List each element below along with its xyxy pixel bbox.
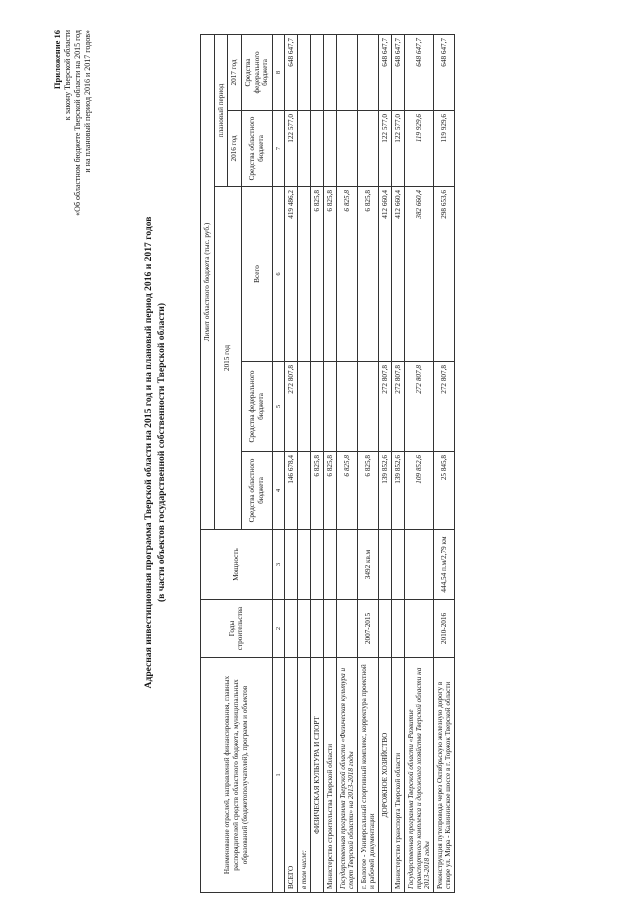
row-regional-2015: 139 852,6 (391, 452, 404, 530)
column-number: 3 (272, 530, 284, 600)
row-regional-2016 (336, 111, 357, 187)
row-federal-2017: 648 647,7 (433, 34, 454, 110)
row-capacity: 3492 кв.м (357, 530, 378, 600)
row-federal-2017 (336, 34, 357, 110)
row-regional-2016: 122 577,0 (284, 111, 297, 187)
row-capacity (284, 530, 297, 600)
budget-table (200, 34, 455, 893)
appendix-header (52, 30, 94, 216)
row-capacity (378, 530, 391, 600)
header-row (201, 34, 215, 892)
header-years: Годы строительства (201, 600, 273, 658)
row-name: ФИЗИЧЕСКАЯ КУЛЬТУРА И СПОРТ (310, 658, 323, 893)
row-regional-2016: 122 577,0 (378, 111, 391, 187)
row-capacity (391, 530, 404, 600)
row-name: Министерство строительства Тверской области (323, 658, 336, 893)
row-regional-2016 (310, 111, 323, 187)
row-regional-2015: 6 825,8 (323, 452, 336, 530)
header-plan: плановый период (214, 34, 228, 186)
row-years (323, 600, 336, 658)
row-federal-2017: 648 647,7 (404, 34, 433, 110)
row-federal-2015: 272 807,8 (404, 362, 433, 452)
row-years (336, 600, 357, 658)
row-capacity (323, 530, 336, 600)
row-total-2015: 298 653,6 (433, 187, 454, 362)
row-name: г. Бологое - Универсальный спортивный комплекс, корректура проектной и рабочей документации (357, 658, 378, 893)
column-number: 4 (272, 452, 284, 530)
table-row-object (433, 34, 454, 892)
row-years (297, 600, 310, 658)
row-years (378, 600, 391, 658)
row-federal-2017 (323, 34, 336, 110)
header-federal-2017: Средства федерального бюджета (241, 34, 272, 110)
row-regional-2015: 146 678,4 (284, 452, 297, 530)
table-row-object (357, 34, 378, 892)
row-federal-2017: 648 647,7 (284, 34, 297, 110)
row-regional-2016 (357, 111, 378, 187)
row-years (391, 600, 404, 658)
row-total-2015 (297, 187, 310, 362)
table-row-program (336, 34, 357, 892)
row-name: в том числе: (297, 658, 310, 893)
row-federal-2017: 648 647,7 (391, 34, 404, 110)
row-federal-2017 (310, 34, 323, 110)
row-name: Государственная программа Тверской области «Физическая культура и спорт Тверской области» на 2013-2018 годы (336, 658, 357, 893)
header-2015: 2015 год (214, 187, 241, 530)
row-years (310, 600, 323, 658)
row-federal-2015: 272 807,8 (433, 362, 454, 452)
row-total-2015: 382 660,4 (404, 187, 433, 362)
row-regional-2016 (297, 111, 310, 187)
row-federal-2017: 648 647,7 (378, 34, 391, 110)
table-row-total (284, 34, 297, 892)
table-row-ministry (323, 34, 336, 892)
row-federal-2015 (357, 362, 378, 452)
header-name: Наименование отраслей, направлений финансирования, главных распорядителей средств областного бюджета, муниципальных образований (бюджетополучателей), программ и объектов (201, 658, 273, 893)
appendix-line: «Об областном бюджете Тверской области на 2015 год (73, 30, 83, 216)
header-2017: 2017 год (228, 34, 242, 110)
appendix-line: к закону Тверской области (62, 30, 72, 121)
row-capacity (297, 530, 310, 600)
column-number: 7 (272, 111, 284, 187)
title-line: Адресная инвестиционная программа Тверской области на 2015 год и на плановый период 2016 и 2017 годов (143, 216, 154, 689)
table-row (297, 34, 310, 892)
row-regional-2015: 6 825,8 (310, 452, 323, 530)
row-name: Реконструкция путепровода через Октябрьскую железную дорогу в створе ул. Мира - Калининское шоссе в г. Торжок Тверской области (433, 658, 454, 893)
row-total-2015: 412 660,4 (378, 187, 391, 362)
header-2016: 2016 год (228, 111, 242, 187)
header-regional-2016: Средства областного бюджета (241, 111, 272, 187)
row-federal-2015 (310, 362, 323, 452)
row-name: ВСЕГО (284, 658, 297, 893)
column-number: 8 (272, 34, 284, 110)
row-capacity (336, 530, 357, 600)
row-regional-2015: 139 852,6 (378, 452, 391, 530)
row-federal-2015: 272 807,8 (378, 362, 391, 452)
row-regional-2015: 25 845,8 (433, 452, 454, 530)
column-number: 1 (272, 658, 284, 893)
row-federal-2015: 272 807,8 (391, 362, 404, 452)
title-line: (в части объектов государственной собственности Тверской области) (155, 302, 167, 603)
row-regional-2015: 6 825,8 (357, 452, 378, 530)
column-number: 2 (272, 600, 284, 658)
row-regional-2016: 119 929,6 (433, 111, 454, 187)
row-federal-2017 (357, 34, 378, 110)
appendix-line: и на плановый период 2016 и 2017 годов» (83, 30, 93, 173)
row-federal-2015: 272 807,8 (284, 362, 297, 452)
row-regional-2016: 122 577,0 (391, 111, 404, 187)
document-title (143, 0, 169, 905)
row-name: Государственная программа Тверской области «Развитие транспортного комплекса и дорожного хозяйства Тверской области на 2013-2018 годы (404, 658, 433, 893)
appendix-title: Приложение 16 (52, 30, 62, 90)
row-total-2015: 419 486,2 (284, 187, 297, 362)
row-total-2015: 6 825,8 (336, 187, 357, 362)
row-years (284, 600, 297, 658)
column-number: 6 (272, 187, 284, 362)
row-regional-2015 (297, 452, 310, 530)
table-row-ministry (391, 34, 404, 892)
column-number-row (272, 34, 284, 892)
row-federal-2017 (297, 34, 310, 110)
header-federal: Средства федерального бюджета (241, 362, 272, 452)
column-number: 5 (272, 362, 284, 452)
row-regional-2016: 119 929,6 (404, 111, 433, 187)
row-total-2015: 6 825,8 (357, 187, 378, 362)
row-capacity (404, 530, 433, 600)
table-row-program (404, 34, 433, 892)
row-capacity (310, 530, 323, 600)
row-years: 2010-2016 (433, 600, 454, 658)
row-regional-2015: 109 852,6 (404, 452, 433, 530)
row-regional-2016 (323, 111, 336, 187)
row-federal-2015 (297, 362, 310, 452)
row-total-2015: 6 825,8 (323, 187, 336, 362)
header-regional: Средства областного бюджета (241, 452, 272, 530)
table-row-section (310, 34, 323, 892)
row-years (404, 600, 433, 658)
row-years: 2007-2015 (357, 600, 378, 658)
row-total-2015: 6 825,8 (310, 187, 323, 362)
header-total: Всего (241, 187, 272, 362)
row-federal-2015 (323, 362, 336, 452)
row-regional-2015: 6 825,8 (336, 452, 357, 530)
row-federal-2015 (336, 362, 357, 452)
header-capacity: Мощность (201, 530, 273, 600)
row-name: Министерство транспорта Тверской области (391, 658, 404, 893)
row-total-2015: 412 660,4 (391, 187, 404, 362)
row-name: ДОРОЖНОЕ ХОЗЯЙСТВО (378, 658, 391, 893)
header-limit: Лимит областного бюджета (тыс. руб.) (201, 34, 215, 529)
row-capacity: 444,54 п.м/2,79 км (433, 530, 454, 600)
table-row-section (378, 34, 391, 892)
